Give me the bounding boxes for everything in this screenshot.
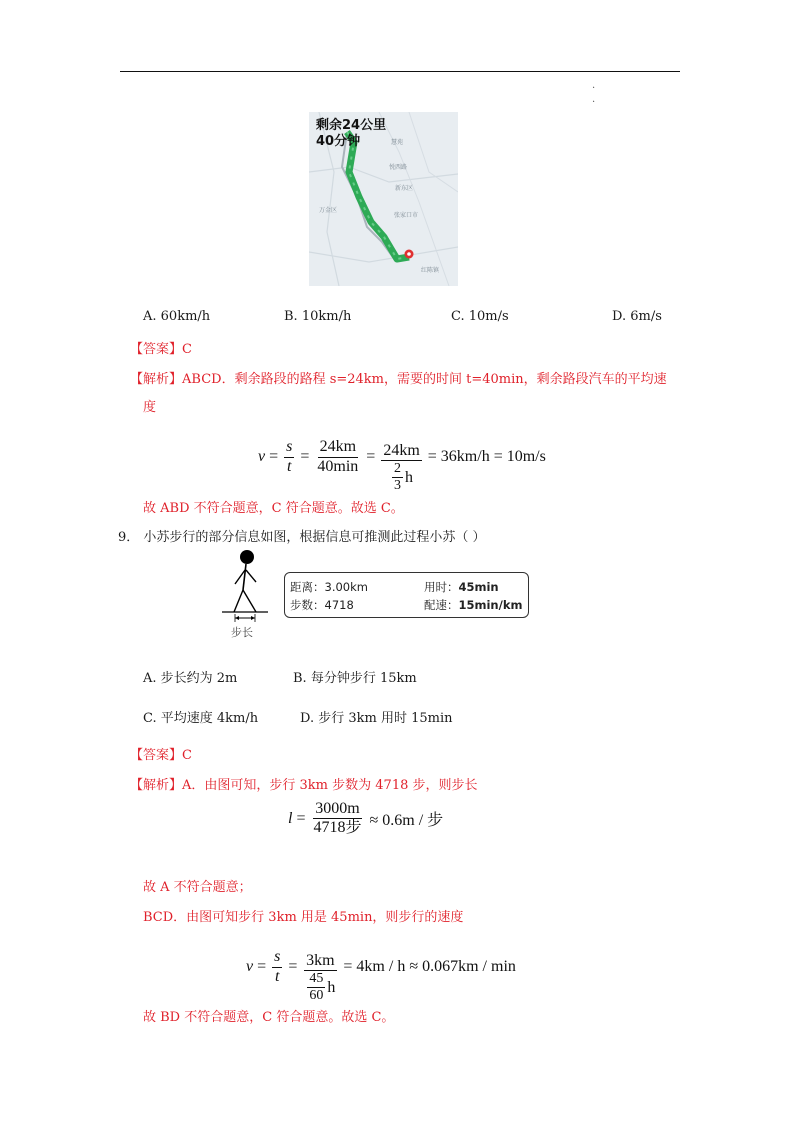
step-length-formula: l = $\frac{3000m}{\text{4718步}}$ ≈ 0.6m / 步	[288, 800, 444, 837]
formula-result: = 36km/h = 10m/s	[427, 448, 546, 466]
answer-value: C	[182, 748, 192, 763]
formula-result: = 4km / h ≈ 0.067km / min	[343, 958, 516, 976]
map-remaining-time: 40分钟	[316, 134, 361, 149]
map-label: 悦西路	[389, 164, 408, 171]
walking-info-panel	[284, 572, 529, 618]
formula-fraction: 3km $\frac{45}{60}$ h	[306, 952, 336, 1004]
option-a: A. 步长约为 2m	[143, 671, 238, 686]
option-a: A. 60km/h	[143, 309, 211, 324]
question-9-stem: 9． 小苏步行的部分信息如图，根据信息可推测此过程小苏（ ）	[118, 530, 486, 545]
answer-line	[130, 744, 192, 763]
answer-label: 【答案】	[130, 342, 183, 357]
distance-row: 距离：3.00km	[290, 580, 368, 594]
route-map-image	[309, 112, 458, 286]
answer-label: 【答案】	[130, 748, 183, 763]
map-label: 新东区	[395, 185, 414, 192]
option-d: D. 6m/s	[612, 309, 662, 324]
conclusion-a: 故 A 不符合题意；	[143, 880, 252, 895]
analysis-line	[130, 774, 478, 793]
analysis-text: A．由图可知，步行 3km 步数为 4718 步，则步长	[182, 778, 478, 793]
speed-formula-q8: v = $\frac{s}{t}$ = $\frac{24km}{40\min}$ = 24km $\frac{2}{3}$ h = 36km/h = 10m/s	[258, 438, 546, 494]
analysis-text-cont: 度	[143, 400, 157, 415]
formula-fraction: 24km $\frac{2}{3}$ h	[383, 442, 420, 494]
formula-fraction: $\frac{3000m}{\text{4718步}}$	[313, 800, 362, 837]
option-c: C. 10m/s	[451, 309, 509, 324]
formula-var-v: v	[258, 448, 266, 466]
option-b: B. 每分钟步行 15km	[293, 671, 417, 686]
time-row: 用时：45min	[424, 580, 499, 594]
header-dot: .	[592, 94, 596, 105]
analysis-label: 【解析】	[130, 778, 183, 793]
map-label: 万金区	[319, 207, 338, 214]
header-rule	[120, 71, 680, 72]
option-d: D. 步行 3km 用时 15min	[300, 711, 453, 726]
analysis-label: 【解析】	[130, 372, 183, 387]
analysis-text: ABCD．剩余路段的路程 s=24km，需要的时间 t=40min，剩余路段汽车的平均速	[182, 372, 667, 387]
speed-formula-q9: v = $\frac{s}{t}$ = 3km $\frac{45}{60}$ h = 4km / h ≈ 0.067km / min	[246, 948, 516, 1004]
analysis-bcd: BCD．由图可知步行 3km 用是 45min，则步行的速度	[143, 910, 464, 925]
option-c: C. 平均速度 4km/h	[143, 711, 259, 726]
option-b: B. 10km/h	[284, 309, 352, 324]
conclusion-q9: 故 BD 不符合题意，C 符合题意。故选 C。	[143, 1010, 395, 1025]
formula-fraction: $\frac{24km}{40\min}$	[317, 438, 359, 475]
step-length-label: 步长	[231, 626, 253, 639]
formula-fraction: $\frac{s}{t}$	[274, 948, 281, 985]
answer-line	[130, 338, 192, 357]
steps-row: 步数：4718	[290, 598, 354, 612]
map-remaining-distance: 剩余24公里	[316, 118, 387, 133]
analysis-line	[130, 368, 667, 387]
map-label: 慧苑	[391, 139, 404, 146]
pace-row: 配速：15min/km	[424, 598, 523, 612]
formula-fraction: $\frac{s}{t}$	[286, 438, 293, 475]
conclusion-q8: 故 ABD 不符合题意，C 符合题意。故选 C。	[143, 501, 404, 516]
map-label: 张家口市	[394, 212, 419, 219]
map-label: 红陈镇	[421, 267, 440, 274]
answer-value: C	[182, 342, 192, 357]
header-dot: .	[592, 80, 596, 91]
formula-result: ≈ 0.6m / 步	[369, 812, 444, 830]
